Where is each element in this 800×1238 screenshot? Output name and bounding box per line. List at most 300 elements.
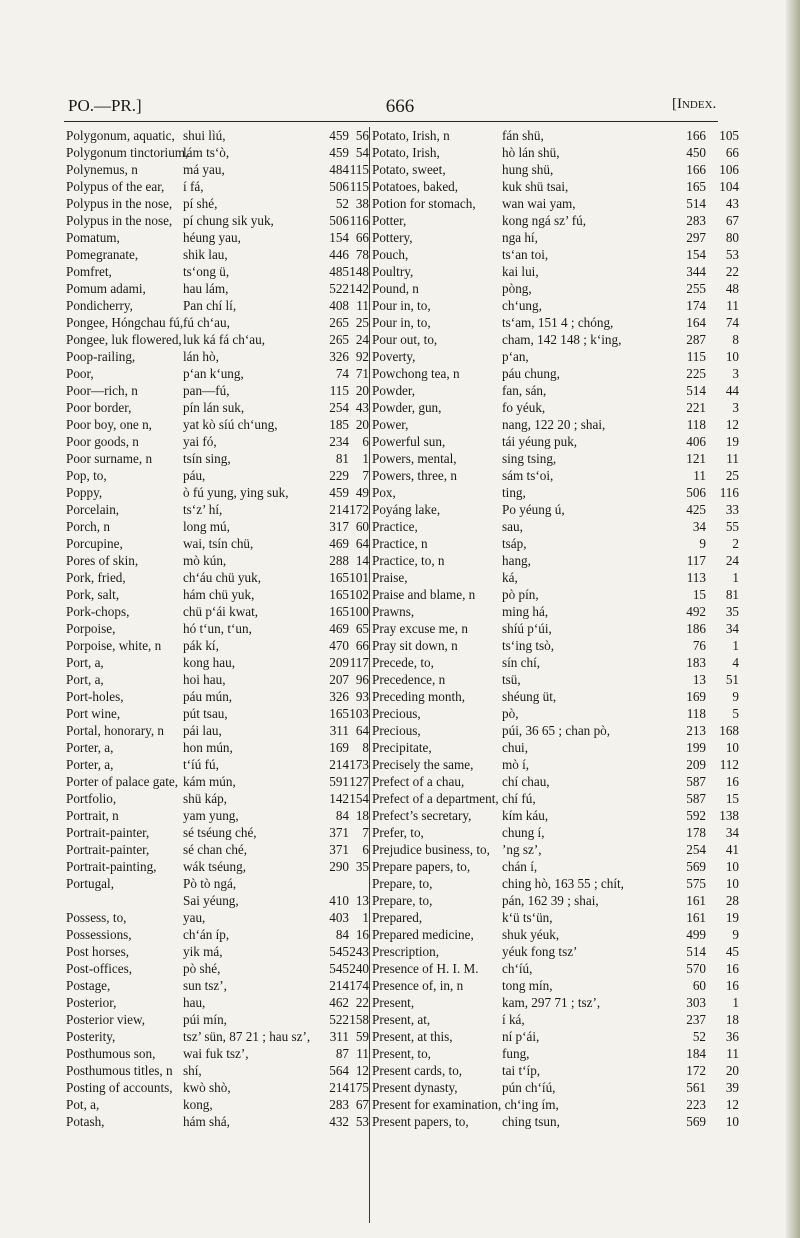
entry-row (372, 297, 756, 314)
entry-term: Posthumous titles, n (66, 1063, 173, 1078)
entry-row (66, 671, 369, 688)
entry-page: 166 (686, 162, 706, 177)
entry-line: 2 (732, 536, 739, 551)
running-head-right: [Index. (672, 96, 717, 112)
entry-romanization: lán hò, (183, 349, 219, 364)
entry-line: 96 (355, 672, 369, 687)
entry-page: 34 (692, 519, 706, 534)
entry-line: 20 (725, 1063, 739, 1078)
entry-page: 76 (692, 638, 706, 653)
entry-line: 101 (349, 570, 369, 585)
entry-term: Prepared, (372, 910, 423, 925)
entry-line: 8 (732, 332, 739, 347)
entry-row (66, 1028, 369, 1045)
entry-line: 11 (726, 298, 739, 313)
entry-term: Prefect’s secretary, (372, 808, 472, 823)
entry-term: Posterity, (66, 1029, 116, 1044)
entry-line: 10 (725, 1114, 739, 1129)
entry-line: 24 (355, 332, 369, 347)
entry-term: Polygonum tinctorium, (66, 145, 189, 160)
entry-romanization: ch‘íú, (502, 961, 533, 976)
entry-line: 35 (355, 859, 369, 874)
entry-line: 16 (725, 978, 739, 993)
entry-page: 326 (329, 689, 349, 704)
entry-romanization: luk ká fá ch‘au, (183, 332, 266, 347)
entry-row (372, 824, 756, 841)
entry-line: 49 (355, 485, 369, 500)
entry-row (372, 875, 756, 892)
entry-term: Prefect of a department, chí fú, (372, 791, 536, 806)
entry-page: 492 (686, 604, 706, 619)
entry-line: 11 (356, 298, 369, 313)
entry-line: 10 (725, 349, 739, 364)
entry-romanization: t‘íú fú, (183, 757, 219, 772)
entry-page: 265 (329, 332, 349, 347)
entry-page: 60 (692, 978, 706, 993)
entry-page: 229 (329, 468, 349, 483)
entry-page: 283 (329, 1097, 349, 1112)
entry-line: 12 (725, 1097, 739, 1112)
entry-line: 158 (349, 1012, 369, 1027)
entry-page: 371 (329, 825, 349, 840)
entry-term: Portugal, (66, 876, 114, 891)
entry-romanization: kong hau, (183, 655, 236, 670)
entry-line: 43 (355, 400, 369, 415)
entry-line: 104 (719, 179, 739, 194)
entry-romanization: Po yéung ú, (502, 502, 565, 517)
entry-romanization (502, 790, 670, 807)
entry-term: Practice, (372, 519, 418, 534)
entry-romanization: fan, sán, (502, 383, 547, 398)
entry-term: Present papers, to, (372, 1114, 469, 1129)
entry-romanization: hung shü, (502, 162, 554, 177)
entry-page: 237 (686, 1012, 706, 1027)
entry-line: 16 (355, 927, 369, 942)
entry-term: Posting of accounts, (66, 1080, 173, 1095)
entry-term: Potatoes, baked, (372, 179, 459, 194)
entry-romanization: pò pín, (502, 587, 539, 602)
entry-term: Pot, a, (66, 1097, 100, 1112)
entry-line: 56 (355, 128, 369, 143)
entry-page: 506 (329, 179, 349, 194)
entry-line: 10 (725, 876, 739, 891)
entry-page: 161 (686, 893, 706, 908)
entry-row (372, 263, 756, 280)
entry-term: Portrait, n (66, 808, 119, 823)
entry-row (66, 739, 369, 756)
entry-line: 92 (355, 349, 369, 364)
entry-romanization: shí, (183, 1063, 202, 1078)
entry-row (66, 501, 369, 518)
entry-romanization: ching tsun, (502, 1114, 560, 1129)
entry-term: Polypus in the nose, (66, 213, 173, 228)
entry-row (372, 943, 756, 960)
entry-row (66, 280, 369, 297)
entry-term: Presence of, in, n (372, 978, 464, 993)
entry-page: 287 (686, 332, 706, 347)
entry-row (66, 178, 369, 195)
entry-row (66, 841, 369, 858)
entry-term: Present for examination, ch‘ing ím, (372, 1097, 559, 1112)
entry-romanization: shuk yéuk, (502, 927, 560, 942)
entry-term: Prawns, (372, 604, 415, 619)
entry-row (66, 586, 369, 603)
entry-term: Poppy, (66, 485, 103, 500)
entry-row (66, 824, 369, 841)
entry-page: 446 (329, 247, 349, 262)
entry-line: 19 (725, 910, 739, 925)
entry-row (66, 467, 369, 484)
entry-page: 199 (686, 740, 706, 755)
right-column (372, 127, 756, 1130)
entry-term: Poor surname, n (66, 451, 153, 466)
entry-page: 154 (329, 230, 349, 245)
entry-term: Pores of skin, (66, 553, 139, 568)
entry-page: 283 (686, 213, 706, 228)
entry-page: 209 (686, 757, 706, 772)
entry-romanization: ch‘ung, (502, 298, 542, 313)
entry-line: 18 (355, 808, 369, 823)
entry-line: 67 (355, 1097, 369, 1112)
entry-romanization: fo yéuk, (502, 400, 546, 415)
entry-romanization: ch‘áu chü yuk, (183, 570, 261, 585)
entry-row (372, 994, 756, 1011)
entry-line: 20 (355, 417, 369, 432)
entry-term: Prefect of a chau, (372, 774, 465, 789)
entry-romanization: tái yéung puk, (502, 434, 578, 449)
entry-page: 303 (686, 995, 706, 1010)
entry-line: 33 (725, 502, 739, 517)
entry-row (372, 229, 756, 246)
entry-page (322, 875, 349, 892)
entry-term: Portrait-painter, (66, 825, 150, 840)
entry-line: 34 (725, 621, 739, 636)
entry-page: 113 (686, 570, 706, 585)
entry-page: 115 (686, 349, 706, 364)
entry-page: 11 (693, 468, 706, 483)
entry-row (66, 127, 369, 144)
entry-romanization: pái lau, (183, 723, 222, 738)
entry-row (66, 569, 369, 586)
entry-line: 38 (355, 196, 369, 211)
entry-page: 406 (686, 434, 706, 449)
entry-romanization: yam yung, (183, 808, 239, 823)
entry-romanization: sín chí, (502, 655, 541, 670)
entry-row (372, 348, 756, 365)
entry-row (372, 569, 756, 586)
entry-romanization: yai fó, (183, 434, 217, 449)
entry-row (372, 552, 756, 569)
entry-line: 115 (349, 179, 369, 194)
entry-romanization: wai, tsín chü, (183, 536, 254, 551)
entry-term: Praise, (372, 570, 408, 585)
entry-term: Post horses, (66, 944, 130, 959)
entry-romanization: fú ch‘au, (183, 315, 230, 330)
entry-romanization: páu, (183, 468, 206, 483)
entry-term: Port-holes, (66, 689, 124, 704)
entry-line: 64 (355, 536, 369, 551)
entry-page: 165 (329, 570, 349, 585)
entry-line: 66 (355, 230, 369, 245)
entry-page: 52 (692, 1029, 706, 1044)
entry-row (66, 756, 369, 773)
entry-row (372, 1079, 756, 1096)
entry-term: Precious, (372, 723, 421, 738)
entry-term (66, 892, 183, 909)
entry-page: 81 (335, 451, 349, 466)
entry-romanization: ká, (502, 570, 518, 585)
entry-row (66, 1113, 369, 1130)
entry-page: 311 (329, 1029, 349, 1044)
entry-row (66, 722, 369, 739)
entry-romanization: sám ts‘oi, (502, 468, 554, 483)
entry-row (66, 858, 369, 875)
entry-row (66, 909, 369, 926)
entry-page: 408 (329, 298, 349, 313)
entry-page: 84 (335, 808, 349, 823)
entry-page: 118 (686, 417, 706, 432)
entry-term: Porpoise, (66, 621, 116, 636)
entry-line: 173 (349, 757, 369, 772)
entry-line: 1 (732, 995, 739, 1010)
header-rule (64, 121, 718, 122)
entry-term: Porch, n (66, 519, 110, 534)
entry-term: Portrait-painter, (66, 842, 150, 857)
entry-row (372, 637, 756, 654)
entry-line: 1 (732, 638, 739, 653)
entry-term: Poyáng lake, (372, 502, 441, 517)
entry-row (372, 688, 756, 705)
entry-row (372, 1062, 756, 1079)
entry-line: 6 (362, 842, 369, 857)
entry-page: 214 (329, 757, 349, 772)
entry-line: 25 (725, 468, 739, 483)
page-edge (786, 0, 800, 1238)
entry-row (372, 212, 756, 229)
entry-page: 221 (686, 400, 706, 415)
entry-romanization: ts‘am, 151 4 ; chóng, (502, 315, 614, 330)
entry-row (66, 807, 369, 824)
entry-line: 11 (726, 451, 739, 466)
entry-page: 74 (335, 366, 349, 381)
entry-row (372, 892, 756, 909)
entry-term: Postage, (66, 978, 111, 993)
entry-romanization: pín lán suk, (183, 400, 245, 415)
entry-page: 470 (329, 638, 349, 653)
entry-line: 11 (726, 1046, 739, 1061)
entry-term: Precipitate, (372, 740, 432, 755)
entry-page: 514 (686, 196, 706, 211)
entry-line: 24 (725, 553, 739, 568)
entry-line: 18 (725, 1012, 739, 1027)
entry-row (372, 1096, 756, 1113)
entry-term: Polypus of the ear, (66, 179, 165, 194)
entry-row (372, 416, 756, 433)
entry-term: Pomatum, (66, 230, 120, 245)
entry-line: 115 (349, 162, 369, 177)
entry-page: 9 (699, 536, 706, 551)
entry-line: 35 (725, 604, 739, 619)
entry-romanization: p‘an, (502, 349, 529, 364)
entry-term: Possess, to, (66, 910, 127, 925)
entry-line: 34 (725, 825, 739, 840)
entry-line: 112 (719, 757, 739, 772)
entry-page: 13 (692, 672, 706, 687)
entry-romanization (502, 1096, 670, 1113)
entry-row (66, 1045, 369, 1062)
entry-line: 142 (349, 281, 369, 296)
entry-line: 67 (725, 213, 739, 228)
entry-romanization: púi mín, (183, 1012, 227, 1027)
entry-romanization: mò kún, (183, 553, 227, 568)
entry-romanization: fung, (502, 1046, 530, 1061)
entry-term: Prefer, to, (372, 825, 424, 840)
entry-row (66, 331, 369, 348)
entry-line: 14 (355, 553, 369, 568)
entry-line (349, 875, 369, 892)
entry-romanization: long mú, (183, 519, 230, 534)
entry-romanization: hó t‘un, t‘un, (183, 621, 252, 636)
entry-row (66, 960, 369, 977)
entry-row (66, 926, 369, 943)
entry-romanization: shíú p‘úi, (502, 621, 552, 636)
entry-page: 591 (329, 774, 349, 789)
entry-page: 174 (686, 298, 706, 313)
entry-line: 175 (349, 1080, 369, 1095)
entry-romanization: pán, 162 39 ; shai, (502, 893, 599, 908)
entry-page: 450 (686, 145, 706, 160)
entry-line: 66 (355, 638, 369, 653)
entry-term: Poop-railing, (66, 349, 136, 364)
entry-line: 243 (349, 944, 369, 959)
entry-term: Powers, mental, (372, 451, 457, 466)
entry-line: 5 (732, 706, 739, 721)
entry-row (372, 450, 756, 467)
entry-line: 28 (725, 893, 739, 908)
entry-line: 4 (732, 655, 739, 670)
entry-row (372, 807, 756, 824)
running-head-left: PO.—PR.] (68, 96, 142, 115)
entry-page: 52 (335, 196, 349, 211)
entry-page: 183 (686, 655, 706, 670)
entry-term: Polygonum, aquatic, (66, 128, 175, 143)
entry-page: 459 (329, 145, 349, 160)
entry-romanization: ming há, (502, 604, 549, 619)
entry-romanization: sing tsing, (502, 451, 557, 466)
entry-term: Porpoise, white, n (66, 638, 162, 653)
entry-romanization: hám chü yuk, (183, 587, 255, 602)
entry-page: 469 (329, 621, 349, 636)
entry-page: 178 (686, 825, 706, 840)
entry-romanization: kong ngá sz’ fú, (502, 213, 586, 228)
entry-row (66, 994, 369, 1011)
entry-term: Poor—rich, n (66, 383, 138, 398)
entry-row (66, 365, 369, 382)
entry-romanization: wan wai yam, (502, 196, 576, 211)
entry-page: 166 (686, 128, 706, 143)
entry-row (372, 586, 756, 603)
entry-row (66, 705, 369, 722)
entry-line: 15 (725, 791, 739, 806)
entry-term: Potato, sweet, (372, 162, 446, 177)
entry-page: 462 (329, 995, 349, 1010)
entry-page: 87 (335, 1046, 349, 1061)
entry-line: 100 (349, 604, 369, 619)
entry-line: 53 (355, 1114, 369, 1129)
entry-romanization: nang, 122 20 ; shai, (502, 417, 606, 432)
entry-term: Pound, n (372, 281, 419, 296)
entry-term: Present, (372, 995, 415, 1010)
entry-page: 561 (686, 1080, 706, 1095)
entry-page: 255 (686, 281, 706, 296)
entry-row (66, 892, 369, 909)
entry-line: 53 (725, 247, 739, 262)
entry-row (66, 263, 369, 280)
entry-line: 13 (355, 893, 369, 908)
entry-page: 545 (329, 961, 349, 976)
entry-row (66, 416, 369, 433)
entry-term: Prepare, to, (372, 876, 433, 891)
entry-row (372, 1113, 756, 1130)
entry-row (372, 790, 756, 807)
entry-line: 10 (725, 859, 739, 874)
entry-page: 165 (329, 706, 349, 721)
entry-term: Pop, to, (66, 468, 107, 483)
entry-romanization: ’ng sz’, (502, 842, 542, 857)
entry-line: 3 (732, 400, 739, 415)
entry-term: Present, at, (372, 1012, 431, 1027)
entry-row (372, 382, 756, 399)
entry-row (372, 722, 756, 739)
entry-line: 11 (356, 1046, 369, 1061)
entry-row (372, 195, 756, 212)
entry-romanization: tsü, (502, 672, 521, 687)
entry-term: Pongee, Hóngchau fú, (66, 315, 184, 330)
entry-row (372, 280, 756, 297)
entry-row (66, 212, 369, 229)
entry-page: 506 (329, 213, 349, 228)
column-divider (369, 127, 370, 1223)
entry-row (66, 433, 369, 450)
entry-page: 265 (329, 315, 349, 330)
entry-row (372, 365, 756, 382)
entry-term: Pondicherry, (66, 298, 133, 313)
entry-term: Possessions, (66, 927, 132, 942)
entry-line: 102 (349, 587, 369, 602)
entry-romanization: chán í, (502, 859, 538, 874)
entry-romanization: chü p‘ái kwat, (183, 604, 259, 619)
entry-row (372, 1045, 756, 1062)
page-number: 666 (385, 96, 415, 117)
entry-term: Porcelain, (66, 502, 120, 517)
entry-term: Pomegranate, (66, 247, 139, 262)
entry-line: 127 (349, 774, 369, 789)
entry-line: 55 (725, 519, 739, 534)
entry-row (372, 178, 756, 195)
entry-row (372, 518, 756, 535)
entry-romanization: yik má, (183, 944, 223, 959)
entry-row (66, 790, 369, 807)
entry-line: 74 (725, 315, 739, 330)
entry-row (66, 1062, 369, 1079)
entry-term: Precede, to, (372, 655, 434, 670)
entry-term: Present, at this, (372, 1029, 453, 1044)
entry-romanization: ch‘án íp, (183, 927, 230, 942)
entry-line: 105 (719, 128, 739, 143)
entry-romanization: Pò tò ngá, (183, 876, 237, 891)
entry-romanization: yau, (183, 910, 206, 925)
entry-term: Pouch, (372, 247, 409, 262)
